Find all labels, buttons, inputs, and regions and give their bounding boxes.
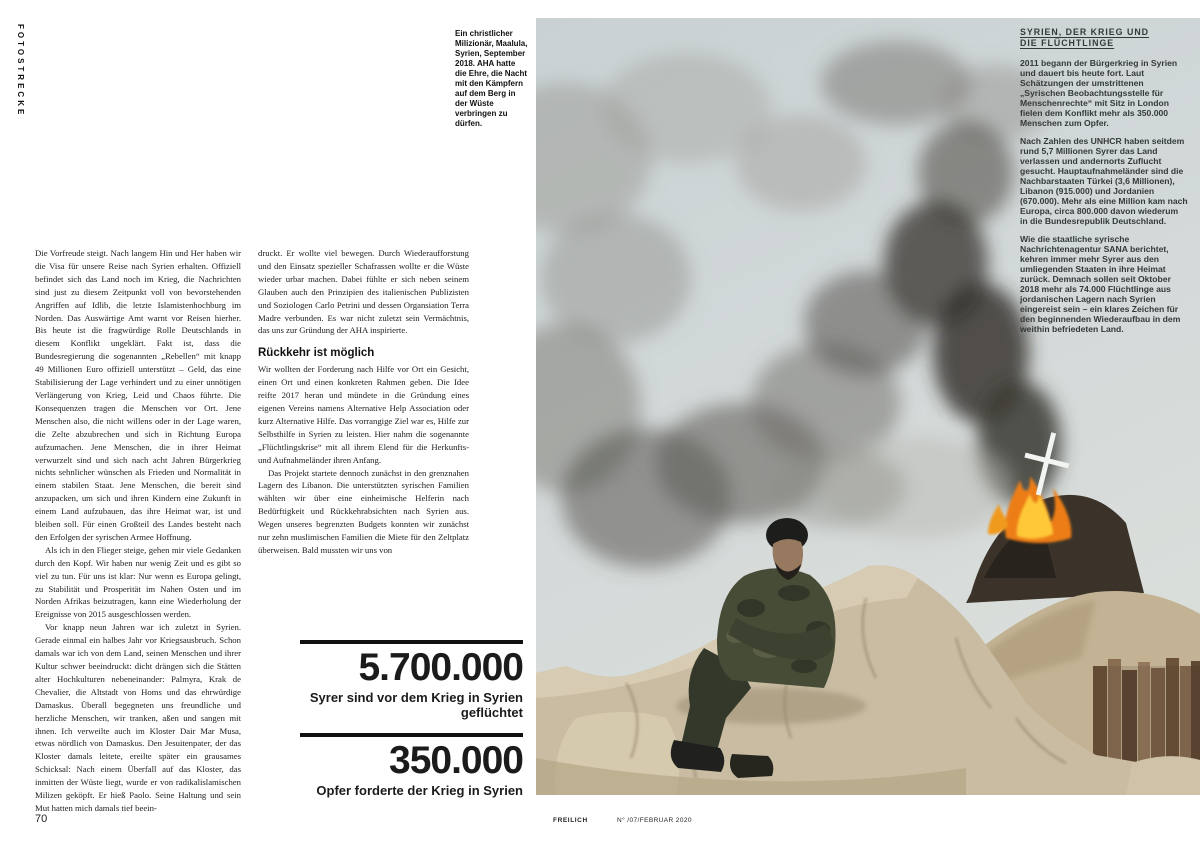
page-number: 70	[35, 813, 48, 825]
footer-magazine-name: FREILICH	[553, 817, 588, 824]
statistics-block	[300, 640, 523, 798]
article-paragraph: Das Projekt startete dennoch zunächst in den grenznahen Lagern des Libanon. Die unterstützten syrischen Familien wählten wir über eine einheimische Helferin nach Bedürftigkeit und Rückkehrabsichten nach Syrien aus. Wegen unseres begrenzten Budgets konnten wir zunächst nur zehn muslimischen Familien die Miete für den Zeltplatz überweisen. Bald mussten wir uns von	[258, 467, 469, 555]
stat-divider	[300, 733, 523, 737]
sidebar-paragraph: Wie die staatliche syrische Nachrichtenagentur SANA berichtet, kehren immer mehr Syrer aus den umliegenden Staaten in ihre Heimat zurück. Demnach sollen seit Oktober 2018 mehr als 74.000 Flüchtlinge aus jordanischen Lagern nach Syrien eingereist sein – ein klares Zeichen für den beginnenden Wiederaufbau in dem weithin befriedeten Land.	[1020, 234, 1181, 334]
stat-value: 5.700.000	[358, 646, 523, 689]
article-paragraph: Vor knapp neun Jahren war ich zuletzt in Syrien. Gerade einmal ein halbes Jahr vor Kriegsausbruch. Schon damals war ich von dem Land, seinen Menschen und ihrer Kultur schwer beeindruckt: dicht drängen sich die Stätten alter Hochkulturen nebeneinander: Palmyra, Krak de Chevalier, die Altstadt von Homs und das ehrwürdige Damaskus. Überall begegneten uns freundliche und herzliche Menschen, wir tranken, aßen und sangen mit ihnen. Ich verweilte auch im Kloster Dair Mar Musa, etwas nördlich von Damaskus. Den Jesuitenpater, der das Kloster damals leitete, ereilte später ein grausames Schicksal: Nach einem Überfall auf das Kloster, das inmitten der Wüste liegt, wurde er von radikalislamischen Milizen geköpft. Er hieß Paolo. Seine Haltung und sein Mut hatten mich damals tief beein-	[35, 622, 241, 813]
info-sidebar	[1020, 27, 1188, 342]
stat-label: Syrer sind vor dem Krieg in Syrien geflüchtet	[309, 690, 523, 720]
article-paragraph: Die Vorfreude steigt. Nach langem Hin und Her haben wir die Visa für unsere Reise nach Syrien erhalten. Offiziell befindet sich das Land noch im Krieg, die Nachrichten sind just zu diesem Zeitpunkt voll von bevorstehenden Angriffen auf Idlib, die letzte Islamistenhochburg im Norden. Das Auswärtige Amt warnt vor Reisen hierher. Bis heute ist die fragwürdige Rolle Deutschlands in diesem Konflikt ungeklärt. Fakt ist, dass die Bundesregierung die sogenannten „Rebellen“ mit knapp 49 Millionen Euro offiziell unterstützt – Geld, das eine Stabilisierung der Lage verhindert und zu einer unnötigen Verlängerung von Krieg, Leid und Chaos führte. Die Konsequenzen tragen die Menschen vor Ort. Jene Menschen also, die nicht willens oder in der Lage waren, die Zelte abzubrechen und sich in Richtung Europa aufzumachen. Jene Menschen, die in ihrer Heimat verwurzelt sind und sich nach acht Jahren Bürgerkrieg nichts sehnlicher wünschen als Frieden und Normalität in einem stabilen Staat. Jene Menschen, die bereit sind anzupacken, um sich und ihren Kindern eine Zukunft in einem Land aufzubauen, das ihre Heimat war, ist und bleiben soll. Für einen Großteil des Landes besteht nach den Erfolgen der syrischen Armee Hoffnung.	[35, 248, 241, 542]
stat-value: 350.000	[389, 739, 523, 782]
section-label: FOTOSTRECKE	[16, 24, 25, 118]
footer-issue: N° /07/FEBRUAR 2020	[617, 817, 692, 824]
sidebar-paragraph: Nach Zahlen des UNHCR haben seitdem rund 5,7 Millionen Syrer das Land verlassen und andernorts Zuflucht gesucht. Hauptaufnahmeländer sind die Nachbarstaaten Türkei (3,6 Millionen), Libanon (915.000) und Jordanien (670.000). Mehr als eine Million kam nach Europa, circa 800.000 davon wiederum in die Bundesrepublik Deutschland.	[1020, 136, 1188, 226]
stat-label: Opfer forderte der Krieg in Syrien	[316, 783, 523, 798]
article-column-2	[258, 247, 469, 557]
article-paragraph: Wir wollten der Forderung nach Hilfe vor Ort ein Gesicht, einen Ort und einen konkreten Rahmen geben. Die Idee reifte 2017 heran und mündete in die Gründung eines eigenen Vereins namens Alternative Help Association oder kurz Alternative Hilfe. Das vorrangige Ziel war es, Hilfe zur Selbsthilfe in Syrien zu leisten. Hier nahm die sogenannte „Flüchtlingskrise“ mit all ihrem Elend für die Herkunfts- und Aufnahmeländer ihren Anfang.	[258, 364, 469, 465]
stat-victims	[300, 733, 523, 798]
article-paragraph: Als ich in den Flieger steige, gehen mir viele Gedanken durch den Kopf. Wir haben nur wenig Zeit und es gibt so viel zu tun. Für uns ist klar: Nur wenn es Europa gelingt, zu Stabilität und Prosperität im Nahen Osten und im Norden Afrikas beizutragen, kann eine Wiederholung der Ereignisse von 2015 ausgeschlossen werden.	[35, 544, 241, 620]
stat-divider	[300, 640, 523, 644]
article-subheading: Rückkehr ist möglich	[258, 347, 375, 360]
stat-refugees	[300, 640, 523, 720]
article-column-1	[35, 247, 241, 815]
photo-caption: Ein christlicher Milizionär, Maalula, Syrien, September 2018. AHA hatte die Ehre, die Nacht mit den Kämpfern auf dem Berg in der Wüste verbringen zu dürfen.	[455, 29, 528, 128]
sidebar-title: SYRIEN, DER KRIEG UND DIE FLÜCHTLINGE	[1020, 27, 1150, 48]
article-paragraph: druckt. Er wollte viel bewegen. Durch Wiederaufforstung und den Einsatz spezieller Schafrassen wollte er die Wüste wieder urbar machen. Dabei fühlte er sich neben seinem Glauben auch den Prinzipien des italienischen Publizisten und Soziologen Carlo Petrini und dessen Organsiation Terra Madre verbunden. Es war nicht zuletzt sein Vermächtnis, das uns zur Gründung der AHA inspirierte.	[258, 248, 469, 336]
sidebar-paragraph: 2011 begann der Bürgerkrieg in Syrien und dauert bis heute fort. Laut Schätzungen der umstrittenen „Syrischen Beobachtungsstelle für Menschenrechte“ mit Sitz in London fielen dem Konflikt mehr als 350.000 Menschen zum Opfer.	[1020, 58, 1178, 128]
